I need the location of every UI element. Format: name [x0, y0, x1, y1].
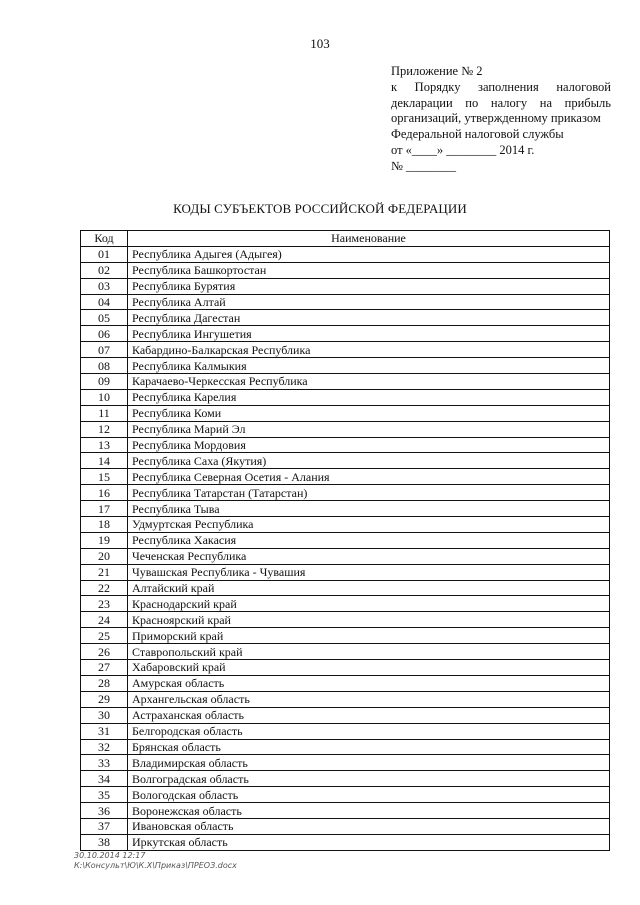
region-code-cell: 32: [81, 739, 128, 755]
region-name-cell: Республика Карелия: [128, 389, 610, 405]
region-code-cell: 15: [81, 469, 128, 485]
region-code-cell: 16: [81, 485, 128, 501]
region-code-cell: 21: [81, 564, 128, 580]
region-name-cell: Республика Хакасия: [128, 532, 610, 548]
table-row: [81, 374, 610, 390]
appendix-line: к Порядку заполнения налоговой: [391, 79, 611, 94]
region-name-cell: Ставропольский край: [128, 644, 610, 660]
region-code-cell: 37: [81, 818, 128, 834]
region-code-cell: 31: [81, 723, 128, 739]
region-name-cell: Карачаево-Черкесская Республика: [128, 374, 610, 390]
region-code-cell: 03: [81, 278, 128, 294]
table-row: [81, 596, 610, 612]
table-row: [81, 501, 610, 517]
table-row: [81, 262, 610, 278]
table-row: [81, 803, 610, 819]
region-name-cell: Воронежская область: [128, 803, 610, 819]
table-row: [81, 421, 610, 437]
region-code-cell: 02: [81, 262, 128, 278]
table-row: [81, 453, 610, 469]
region-name-cell: Республика Тыва: [128, 501, 610, 517]
table-row: [81, 660, 610, 676]
region-name-cell: Волгоградская область: [128, 771, 610, 787]
region-name-cell: Республика Алтай: [128, 294, 610, 310]
region-code-cell: 22: [81, 580, 128, 596]
region-name-cell: Архангельская область: [128, 691, 610, 707]
region-code-cell: 18: [81, 517, 128, 533]
region-code-cell: 36: [81, 803, 128, 819]
table-row: [81, 342, 610, 358]
region-name-cell: Республика Татарстан (Татарстан): [128, 485, 610, 501]
region-code-cell: 20: [81, 548, 128, 564]
table-row: [81, 532, 610, 548]
region-name-cell: Приморский край: [128, 628, 610, 644]
region-code-cell: 14: [81, 453, 128, 469]
stamp-filepath: К:\Консульт\Ю\К.Х\Приказ\ПРЕОЗ.docx: [74, 861, 237, 870]
region-name-cell: Хабаровский край: [128, 660, 610, 676]
region-name-cell: Республика Дагестан: [128, 310, 610, 326]
region-code-cell: 08: [81, 358, 128, 374]
region-code-cell: 29: [81, 691, 128, 707]
table-row: [81, 469, 610, 485]
region-name-cell: Республика Коми: [128, 405, 610, 421]
table-row: [81, 517, 610, 533]
region-code-cell: 05: [81, 310, 128, 326]
table-row: [81, 548, 610, 564]
table-row: [81, 771, 610, 787]
table-row: [81, 564, 610, 580]
region-name-cell: Краснодарский край: [128, 596, 610, 612]
appendix-line: Федеральной налоговой службы: [391, 127, 564, 142]
column-header-code: Код: [81, 231, 128, 247]
region-name-cell: Республика Марий Эл: [128, 421, 610, 437]
appendix-title: Приложение № 2: [391, 64, 483, 78]
table-row: [81, 246, 610, 262]
table-row: [81, 755, 610, 771]
region-name-cell: Вологодская область: [128, 787, 610, 803]
region-code-cell: 01: [81, 246, 128, 262]
table-row: [81, 691, 610, 707]
region-code-cell: 09: [81, 374, 128, 390]
table-row: [81, 278, 610, 294]
table-row: [81, 358, 610, 374]
table-row: [81, 739, 610, 755]
region-code-cell: 28: [81, 675, 128, 691]
region-name-cell: Удмуртская Республика: [128, 517, 610, 533]
region-name-cell: Ивановская область: [128, 818, 610, 834]
table-row: [81, 628, 610, 644]
region-code-cell: 38: [81, 834, 128, 850]
region-code-cell: 13: [81, 437, 128, 453]
stamp-datetime: 30.10.2014 12:17: [74, 851, 146, 860]
region-name-cell: Кабардино-Балкарская Республика: [128, 342, 610, 358]
table-row: [81, 675, 610, 691]
region-codes-table: [80, 230, 610, 851]
region-name-cell: Брянская область: [128, 739, 610, 755]
table-row: [81, 723, 610, 739]
region-code-cell: 25: [81, 628, 128, 644]
region-name-cell: Республика Северная Осетия - Алания: [128, 469, 610, 485]
appendix-block: [391, 64, 611, 175]
region-code-cell: 17: [81, 501, 128, 517]
region-code-cell: 34: [81, 771, 128, 787]
table-row: [81, 437, 610, 453]
region-code-cell: 23: [81, 596, 128, 612]
appendix-line: организаций, утвержденному приказом: [391, 111, 601, 126]
table-header-row: [81, 231, 610, 247]
region-name-cell: Красноярский край: [128, 612, 610, 628]
table-row: [81, 294, 610, 310]
region-code-cell: 06: [81, 326, 128, 342]
region-code-cell: 19: [81, 532, 128, 548]
region-name-cell: Иркутская область: [128, 834, 610, 850]
region-code-cell: 04: [81, 294, 128, 310]
region-name-cell: Астраханская область: [128, 707, 610, 723]
table-row: [81, 612, 610, 628]
region-name-cell: Республика Башкортостан: [128, 262, 610, 278]
region-name-cell: Алтайский край: [128, 580, 610, 596]
region-code-cell: 24: [81, 612, 128, 628]
file-stamp: [74, 851, 237, 871]
table-body: [81, 246, 610, 850]
region-code-cell: 27: [81, 660, 128, 676]
region-code-cell: 11: [81, 405, 128, 421]
table-row: [81, 834, 610, 850]
appendix-line: декларации по налогу на прибыль: [391, 95, 611, 110]
region-name-cell: Чеченская Республика: [128, 548, 610, 564]
page-number: 103: [310, 36, 330, 51]
table-row: [81, 580, 610, 596]
region-name-cell: Чувашская Республика - Чувашия: [128, 564, 610, 580]
region-code-cell: 12: [81, 421, 128, 437]
table-row: [81, 310, 610, 326]
region-code-cell: 26: [81, 644, 128, 660]
region-name-cell: Владимирская область: [128, 755, 610, 771]
appendix-number-line: № ________: [391, 158, 457, 173]
table-row: [81, 326, 610, 342]
region-name-cell: Белгородская область: [128, 723, 610, 739]
table-row: [81, 818, 610, 834]
column-header-name: Наименование: [128, 231, 610, 247]
table-row: [81, 389, 610, 405]
table-row: [81, 787, 610, 803]
region-code-cell: 33: [81, 755, 128, 771]
region-code-cell: 35: [81, 787, 128, 803]
region-name-cell: Республика Мордовия: [128, 437, 610, 453]
table-row: [81, 485, 610, 501]
document-heading: КОДЫ СУБЪЕКТОВ РОССИЙСКОЙ ФЕДЕРАЦИИ: [173, 201, 467, 216]
appendix-date-line: от «____» ________ 2014 г.: [391, 142, 535, 157]
table-row: [81, 405, 610, 421]
region-name-cell: Республика Адыгея (Адыгея): [128, 246, 610, 262]
region-name-cell: Республика Бурятия: [128, 278, 610, 294]
region-code-cell: 10: [81, 389, 128, 405]
table-row: [81, 707, 610, 723]
region-name-cell: Амурская область: [128, 675, 610, 691]
table-row: [81, 644, 610, 660]
region-code-cell: 30: [81, 707, 128, 723]
region-name-cell: Республика Калмыкия: [128, 358, 610, 374]
region-code-cell: 07: [81, 342, 128, 358]
region-name-cell: Республика Саха (Якутия): [128, 453, 610, 469]
region-name-cell: Республика Ингушетия: [128, 326, 610, 342]
